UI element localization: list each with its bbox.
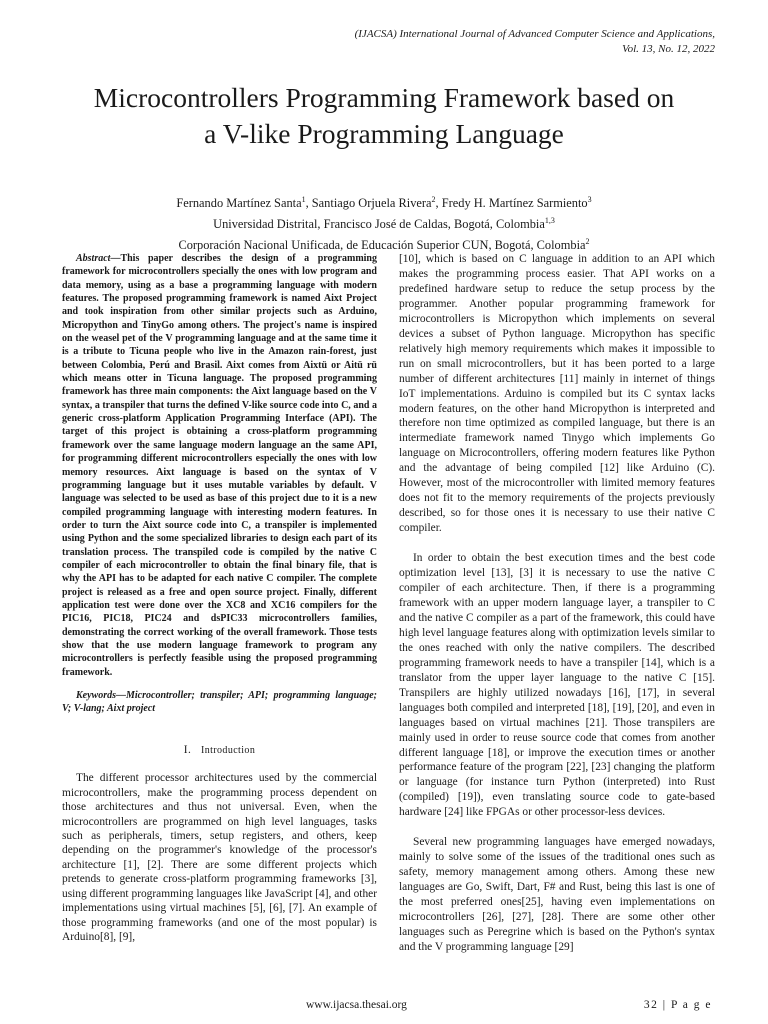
intro-paragraph-4: Several new programming languages have emerged nowadays, mainly to solve some of the issues of the traditional ones such as safety, memory management among others. Among these new languages are Go, Swift, Dart, F# and Rust, being this last is one of the most preferred ones[25], having even implementations on microcontrollers [26], [27], [28]. There are some other other languages such as Peregrine which is based on the Python's syntax and the V programming language [29] <box>399 836 715 953</box>
affiliation-1-mark: 1,3 <box>544 216 555 226</box>
section-title: Introduction <box>200 744 256 756</box>
paper-title <box>40 80 728 152</box>
author-1: Fernando Martínez Santa <box>176 196 302 211</box>
title-line-2: a V-like Programming Language <box>204 118 564 149</box>
author-block <box>40 191 728 254</box>
abstract-label: Abstract <box>76 253 111 264</box>
affiliation-1-text: Universidad Distrital, Francisco José de Caldas, Bogotá, Colombia <box>213 217 545 232</box>
author-3: , Fredy H. Martínez Sarmiento <box>435 196 588 211</box>
intro-paragraph-2: [10], which is based on C language in addition to an API which makes the programming process easier. That API works on a predefined hardware setup to reduce the setup process by the programmer. Another popular programming framework for microcontrollers is Micropython which implements on several devices a subset of Python language. Micropython has specific relatively high memory requirements which makes it impossible to run on small microcontrollers, but it has been ported to a large number of different architectures [11] mainly in internet of things IoT implementations. Arduino is compiled but its C syntax lacks modern features, on the other hand Micropython is interpreted and therefore non time optimized as compiled language, but there is an intermediate framework named Tinygo which implements Go language on Microcontrollers, offering modern features like Python and the advantage of being compiled [12] like Arduino (C). However, most of the microcontroller with limited memory features does not fit to the memory requirements of the projects previously described, so for those ones it is necessary to use their native C compiler. <box>399 253 715 535</box>
intro-paragraph-1: The different processor architectures used by the commercial microcontrollers, make the programming process dependent on those architectures and thus not universal. Even, when the microcontrollers are programmed on high level languages, tasks such as peripherals, timers, setup registers, and others, keep depending on the programmer's knowledge of the processor's architecture [1], [2]. There are some different projects which pretends to generate cross-platform programming frameworks [3], using different programming languages like JavaScript [4], and other implementations using virtual machines [5], [6], [7]. An example of those programming frameworks (and one of the most popular) is Arduino[8], [9], <box>62 772 377 944</box>
right-column <box>399 252 715 955</box>
author-2: , Santiago Orjuela Rivera <box>305 196 432 211</box>
page-number: 32 | P a g e <box>643 999 712 1011</box>
author-list <box>40 191 728 212</box>
affiliation-2-mark: 2 <box>585 237 590 247</box>
title-line-1: Microcontrollers Programming Framework based on <box>93 82 675 113</box>
author-3-mark: 3 <box>587 195 592 204</box>
affiliation-1 <box>40 212 728 233</box>
section-number: I. <box>183 743 192 756</box>
author-1-mark: 1 <box>301 195 306 204</box>
section-heading-introduction <box>62 743 377 758</box>
journal-header <box>355 27 715 57</box>
keywords-label: Keywords <box>76 690 116 701</box>
author-2-mark: 2 <box>431 195 436 204</box>
affiliation-2-text: Corporación Nacional Unificada, de Educación Superior CUN, Bogotá, Colombia <box>178 238 586 253</box>
left-column <box>62 252 377 945</box>
abstract <box>62 252 377 679</box>
intro-paragraph-3: In order to obtain the best execution times and the best code optimization level [13], [3] it is necessary to use the native C compiler of each architecture. Then, if there is a programming framework with an upper modern language layer, a transpiler to C and the native C compiler as a part of the framework, this could have high level language features along with optimization levels similar to the ones reached with only the native compilers. The described programming framework needs to have a transpiler [14], which is a translator from the upper layer language to the native C [15]. Transpilers are highly utilized nowadays [16], [17], in several languages both compiled and interpreted [18], [19], [20], and even in languages based on virtual machines [21]. Those transpilers are mainly used in order to reuse source code that comes from another different language [18], or improve the execution times or another performance feature of the program [22], [23] changing the platform or language (for instance turn Python (interpreted) into Rust (compiled) [19]), even translating source code to gate-based hardware [24] like FPGAs or other processor-less devices. <box>399 552 715 819</box>
journal-name: (IJACSA) International Journal of Advanced Computer Science and Applications, <box>354 28 715 40</box>
keywords <box>62 689 377 716</box>
keywords-text: —Microcontroller; transpiler; API; programming language; V; V-lang; Aixt project <box>62 690 377 715</box>
footer-url: www.ijacsa.thesai.org <box>306 999 407 1011</box>
abstract-text: —This paper describes the design of a programming framework for microcontrollers specially the ones with low program and data memory, using as a base a programming language with modern features. The proposed programming framework is named Aixt Project and took inspiration from other similar projects such as Arduino, Micropython and TinyGo among others. The project's name is inspired on the weasel pet of the V programming language and at the same time it is a tribute to Ticuna people who live in the Amazon rain-forest, just between Colombia, Perú and Brasil. Aixt comes from Aixtü or Aitü rü which means otter in Ticuna language. The proposed programming framework has three main components: the Aixt language based on the V syntax, a transpiler that turns the defined V-like source code into C, and a generic cross-platform Application Programming Interface (API). The target of this project is obtaining a cross-platform programming framework over the same language modern language an the same API, for programming different microcontrollers especially the ones with low memory resources. Aixt language is based on the syntax of V programming language but it uses mutable variables by default. V language was selected to be used as base of this project due to it is a new compiled programming language with interesting modern features. In order to turn the Aixt source code into C, a transpiler is implemented using Python and the some specialized libraries to design each part of its translation process. The transpiled code is compiled by the native C compiler of each microcontroller to obtain the final binary file, that is why the API has to be adapted for each native C compiler. The complete project is released as a free and open source project. Finally, different application test were done over the XC8 and XC16 compilers for the PIC16, PIC18, PIC24 and dsPIC33 microcontrollers families, demonstrating the correct working of the overall framework. Those tests show that the use modern language framework to program any microcontrollers is perfectly feasible using the proposed programming framework. <box>62 253 377 678</box>
journal-volume: Vol. 13, No. 12, 2022 <box>622 43 715 55</box>
